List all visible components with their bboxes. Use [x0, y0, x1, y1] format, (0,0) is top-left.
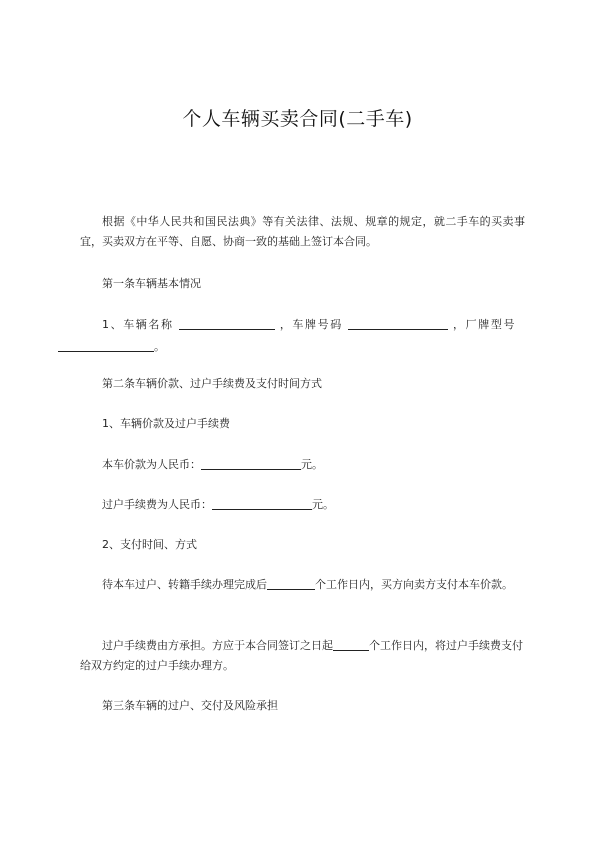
- fee-blank[interactable]: [212, 497, 312, 510]
- pay1-part-a: 待本车过户、转籍手续办理完成后: [102, 578, 267, 591]
- price-line: [80, 455, 525, 475]
- article1-heading: 第一条车辆基本情况: [102, 277, 201, 290]
- payment-paragraph-2: [80, 636, 525, 676]
- item1-end: 。: [154, 340, 167, 353]
- pay2-part-b: 个工作日内，将过户手续费支付给双方约定的过户手续办理方。: [80, 639, 523, 672]
- plate-number-blank[interactable]: [348, 317, 448, 330]
- article2-sub2: 2、支付时间、方式: [102, 538, 197, 551]
- model-blank[interactable]: [58, 339, 154, 352]
- payment-paragraph-1: [80, 575, 525, 595]
- price-blank[interactable]: [201, 457, 301, 470]
- article1-item1: [80, 314, 525, 358]
- item1-prefix: 1、车辆名称: [102, 318, 174, 331]
- article2-sub1: 1、车辆价款及过户手续费: [102, 417, 230, 430]
- price-unit: 元。: [301, 458, 323, 471]
- intro-paragraph: 根据《中华人民共和国民法典》等有关法律、法规、规章的规定，就二手车的买卖事宜，买卖双方在平等、自愿、协商一致的基础上签订本合同。: [80, 215, 525, 248]
- fee-line: [80, 495, 525, 515]
- pay1-days-blank[interactable]: [267, 577, 315, 590]
- article3-heading: 第三条车辆的过户、交付及风险承担: [102, 699, 278, 712]
- document-title: 个人车辆买卖合同(二手车): [182, 108, 413, 130]
- article2-heading: 第二条车辆价款、过户手续费及支付时间方式: [102, 377, 322, 390]
- item1-mid: ，车牌号码: [279, 318, 343, 331]
- pay2-part-a: 过户手续费由方承担。方应于本合同签订之日起: [102, 639, 333, 652]
- pay2-days-blank[interactable]: [333, 638, 369, 651]
- price-label: 本车价款为人民币：: [102, 458, 201, 471]
- fee-unit: 元。: [312, 498, 334, 511]
- pay1-part-b: 个工作日内，买方向卖方支付本车价款。: [315, 578, 513, 591]
- vehicle-name-blank[interactable]: [179, 317, 275, 330]
- item1-mid2: ，厂牌型号: [453, 318, 517, 331]
- fee-label: 过户手续费为人民币：: [102, 498, 212, 511]
